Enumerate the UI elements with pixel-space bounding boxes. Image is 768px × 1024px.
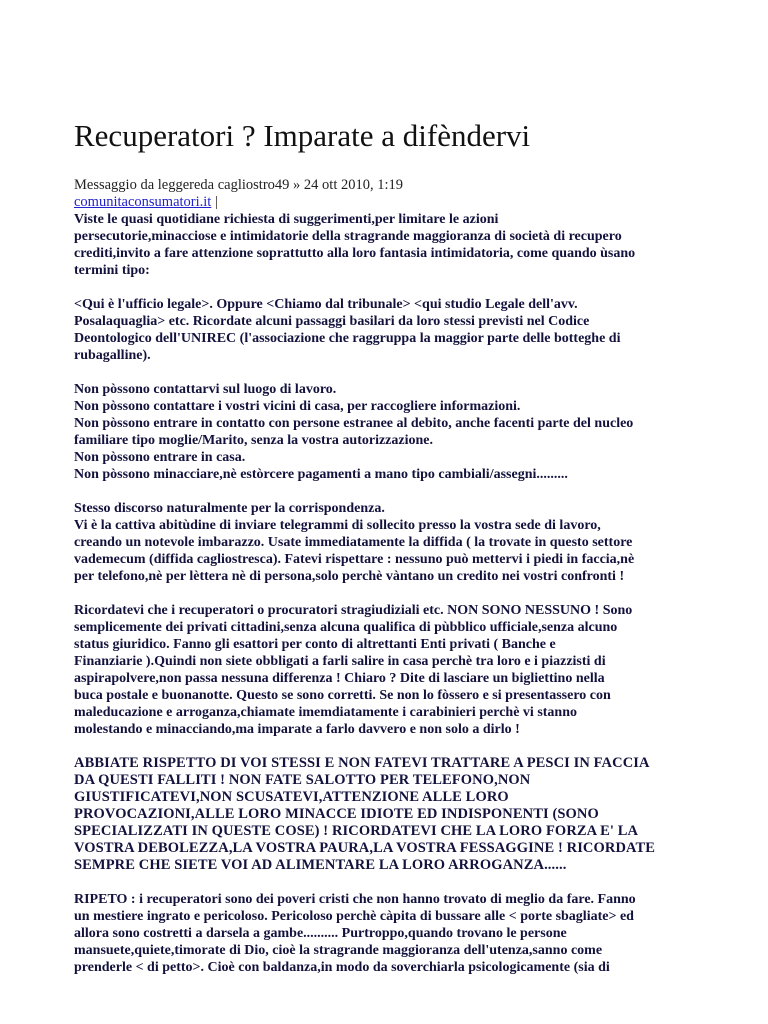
paragraph-line: un mestiere ingrato e pericoloso. Pericoloso perchè càpita di bussare alle < porte sbagliate> ed: [74, 909, 634, 924]
paragraph: [74, 755, 708, 874]
paragraph-line: Deontologico dell'UNIREC (l'associazione che raggruppa la maggior parte delle botteghe di: [74, 331, 621, 346]
paragraph-line: buca postale e buonanotte. Questo se sono corretti. Se non lo fòssero e si presentassero con: [74, 688, 611, 703]
paragraph-line: DA QUESTI FALLITI ! NON FATE SALOTTO PER TELEFONO,NON: [74, 772, 531, 788]
paragraph-line: SPECIALIZZATI IN QUESTE COSE) ! RICORDATEVI CHE LA LORO FORZA E' LA: [74, 823, 639, 839]
paragraph-line: crediti,invito a fare attenzione soprattutto alla loro fantasia intimidatoria, come quando ùsano: [74, 246, 636, 261]
paragraph: [74, 296, 708, 364]
paragraph-line: Viste le quasi quotidiane richiesta di suggerimenti,per limitare le azioni: [74, 212, 499, 227]
paragraph-line: Non pòssono entrare in contatto con persone estranee al debito, anche facenti parte del nucleo: [74, 416, 634, 431]
paragraph-line: VOSTRA DEBOLEZZA,LA VOSTRA PAURA,LA VOSTRA FESSAGGINE ! RICORDATE: [74, 840, 656, 856]
paragraph: [74, 602, 708, 738]
paragraph-line: Ricordatevi che i recuperatori o procuratori stragiudiziali etc. NON SONO NESSUNO ! Sono: [74, 603, 633, 618]
paragraph-line: Non pòssono entrare in casa.: [74, 450, 246, 465]
post-meta: Messaggio da leggereda cagliostro49 » 24 ott 2010, 1:19: [74, 177, 404, 193]
paragraph: [74, 500, 708, 585]
paragraph-line: Stesso discorso naturalmente per la corrispondenza.: [74, 501, 385, 516]
paragraph-line: Non pòssono contattare i vostri vicini di casa, per raccogliere informazioni.: [74, 399, 521, 414]
paragraph-line: vademecum (diffida cagliostresca). Fatevi rispettare : nessuno può mettervi i piedi in faccia,nè: [74, 552, 635, 567]
source-line: [74, 194, 708, 211]
paragraph-line: allora sono costretti a darsela a gambe.......... Purtroppo,quando trovano le persone: [74, 926, 567, 941]
paragraph-line: persecutorie,minacciose e intimidatorie della stragrande maggioranza di società di recupero: [74, 229, 622, 244]
paragraph-line: Non pòssono contattarvi sul luogo di lavoro.: [74, 382, 337, 397]
page-title: Recuperatori ? Imparate a difèndervi: [74, 118, 531, 153]
paragraph: [74, 381, 708, 483]
paragraph-line: termini tipo:: [74, 263, 150, 278]
paragraph-line: familiare tipo moglie/Marito, senza la vostra autorizzazione.: [74, 433, 433, 448]
paragraph-line: prenderle < di petto>. Cioè con baldanza,in modo da soverchiarla psicologicamente (sia di: [74, 960, 610, 975]
paragraph-line: per telefono,nè per lèttera nè di persona,solo perchè vàntano un credito nei vostri confronti !: [74, 569, 625, 584]
paragraph-line: Vi è la cattiva abitùdine di inviare telegrammi di sollecito presso la vostra sede di lavoro,: [74, 518, 601, 533]
paragraph-line: SEMPRE CHE SIETE VOI AD ALIMENTARE LA LORO ARROGANZA......: [74, 857, 567, 873]
paragraph-line: rubagalline).: [74, 348, 151, 363]
paragraph-line: GIUSTIFICATEVI,NON SCUSATEVI,ATTENZIONE ALLE LORO: [74, 789, 509, 805]
source-link[interactable]: comunitaconsumatori.it: [74, 194, 212, 210]
paragraph-line: PROVOCAZIONI,ALLE LORO MINACCE IDIOTE ED INDISPONENTI (SONO: [74, 806, 599, 822]
paragraph: [74, 891, 708, 976]
paragraph-line: RIPETO : i recuperatori sono dei poveri cristi che non hanno trovato di meglio da fare. Fanno: [74, 892, 636, 907]
paragraph-line: <Qui è l'ufficio legale>. Oppure <Chiamo dal tribunale> <qui studio Legale dell'avv.: [74, 297, 578, 312]
article-body: [74, 211, 708, 976]
paragraph-line: semplicemente dei privati cittadini,senza alcuna qualifica di pùbblico ufficiale,senza alcuno: [74, 620, 618, 635]
separator: |: [214, 194, 218, 210]
paragraph-line: mansuete,quiete,timorate di Dio, cioè la stragrande maggioranza dell'utenza,sanno come: [74, 943, 603, 958]
paragraph-line: molestando e minacciando,ma imparate a farlo davvero e non solo a dirlo !: [74, 722, 520, 737]
paragraph-line: status giuridico. Fanno gli esattori per conto di altrettanti Enti privati ( Banche e: [74, 637, 556, 652]
paragraph-line: Non pòssono minacciare,nè estòrcere pagamenti a mano tipo cambiali/assegni.........: [74, 467, 568, 482]
paragraph: [74, 211, 708, 279]
paragraph-line: creando un notevole imbarazzo. Usate immediatamente la diffida ( la trovate in questo settore: [74, 535, 633, 550]
paragraph-line: maleducazione e arroganza,chiamate imemdiatamente i carabinieri perchè vi stanno: [74, 705, 578, 720]
paragraph-line: ABBIATE RISPETTO DI VOI STESSI E NON FATEVI TRATTARE A PESCI IN FACCIA: [74, 755, 650, 771]
paragraph-line: Posalaquaglia> etc. Ricordate alcuni passaggi basilari da loro stessi previsti nel Codice: [74, 314, 590, 329]
paragraph-line: aspirapolvere,non passa nessuna differenza ! Chiaro ? Dite di lasciare un bigliettino nella: [74, 671, 605, 686]
paragraph-line: Finanziarie ).Quindi non siete obbligati a farli salire in casa perchè tra loro e i piazzisti di: [74, 654, 606, 669]
